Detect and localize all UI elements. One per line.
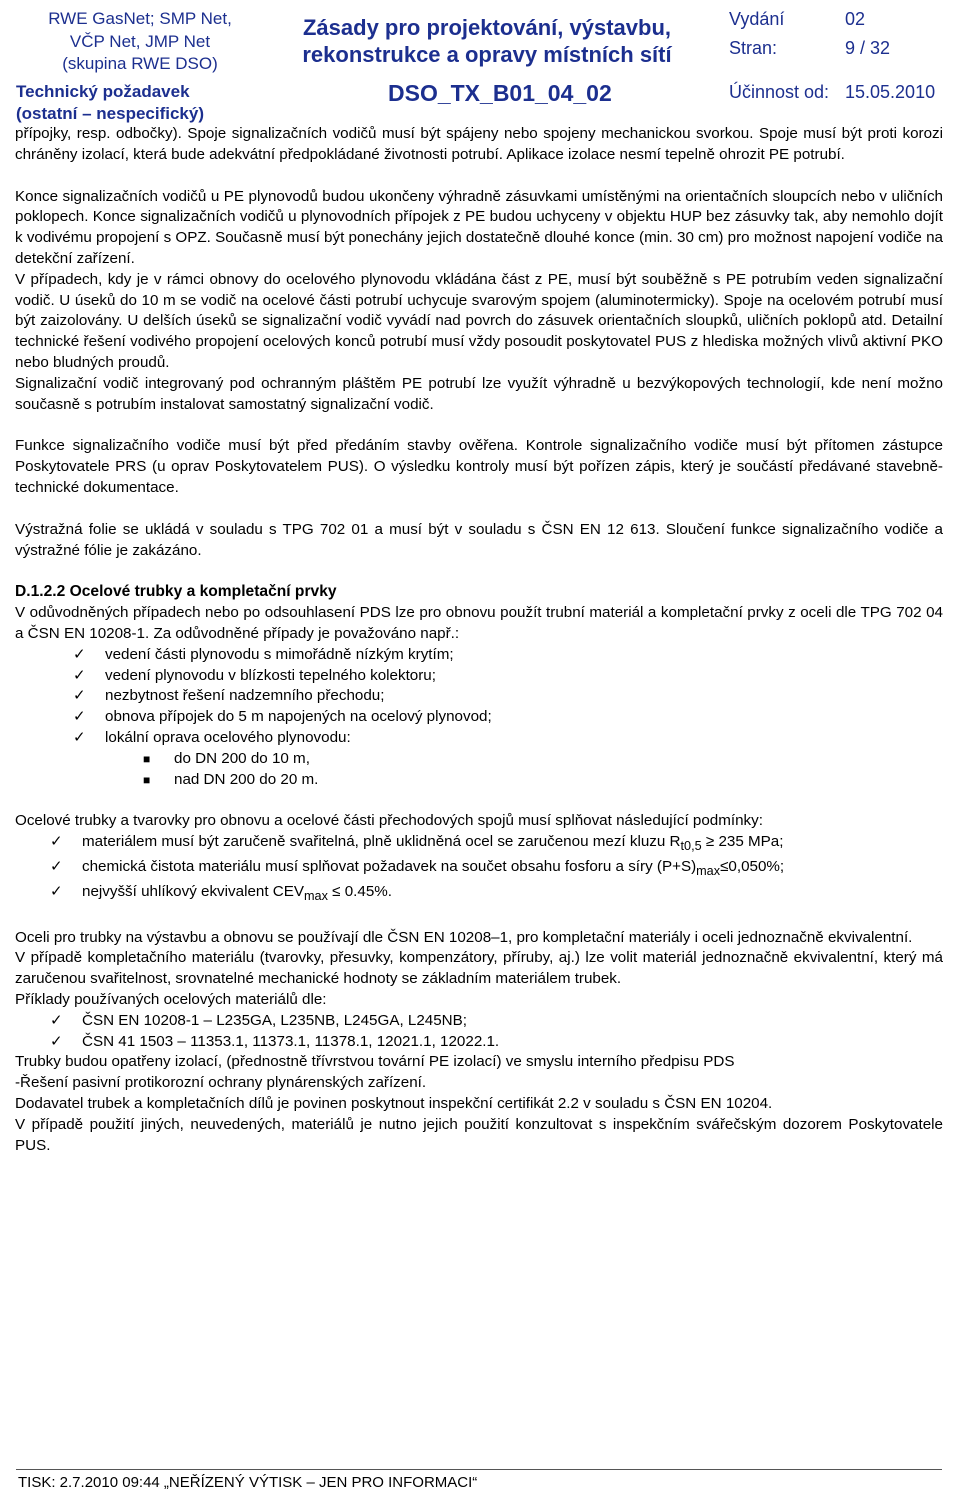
paragraph: V případech, kdy je v rámci obnovy do ocelového plynovodu vkládána část z PE, musí být souběžně s PE potrubím veden signalizační vodič. U úseků do 10 m se vodič na ocelové části potrubí uchycuje svarovým spojem (aluminotermicky). Spoje na ocelovém potrubí musí být zaizolovány. U delších úseků se signalizační vodič vyvádí nad povrch do zásuvek orientačních sloupků, uličních poklopů atd. Detailní technické řešení vodivého propojení ocelových konců potrubí musí vždy posoudit poskytovatel PUS z hlediska možných vlivů aktivní PKO nebo bludných proudů. [15,270,943,371]
list-item: ✓ vedení plynovodu v blízkosti tepelného kolektoru; [15,666,943,687]
paragraph: Funkce signalizačního vodiče musí být před předáním stavby ověřena. Kontrole signalizačního vodiče musí být přítomen zástupce Poskytovatele PRS (u oprav Poskytovatelem PUS). O výsledku kontroly musí být pořízen zápis, který je součástí předávané stavebně-technické dokumentace. [15,437,943,496]
paragraph: V případě použití jiných, neuvedených, materiálů je nutno jejich použití konzultovat s inspekčním svářečským dozorem Poskytovatele PUS. [15,1115,943,1154]
title-line-1: Zásady pro projektování, výstavbu, [302,15,671,40]
document-header [0,0,960,126]
paragraph: přípojky, resp. odbočky). Spoje signalizačních vodičů musí být spájeny nebo spojeny mechanickou svorkou. Spoje musí být proti korozi chráněny izolací, která bude adekvátní předpokládané životnosti potrubí. Aplikace izolace nesmí tepelně ohrozit PE potrubí. [15,125,943,163]
check-icon: ✓ [73,728,86,746]
square-bullet-icon: ■ [143,772,151,787]
list-item: ✓ obnova přípojek do 5 m napojených na ocelový plynovod; [15,707,943,728]
list-item: ✓ materiálem musí být zaručeně svařitelná, plně uklidněná ocel se zaručenou mezí kluzu $R_{t0,5} \ge 235$ MPa; [50,833,784,854]
page-count: 9 / 32 [845,38,891,58]
effective-label: Účinnost od: [729,82,830,102]
tech-requirement-type: (ostatní – nespecifický) [16,104,205,123]
steel-conditions-list [15,832,943,906]
tech-requirement-label: Technický požadavek [16,82,190,101]
paragraph: V případě kompletačního materiálu (tvarovky, přesuvky, kompenzátory, příruby, aj.) lze volit materiál jednoznačně ekvivalentní, který má zaručenou svařitelnost, srovnatelné mechanické hodnoty se základním materiálem trubek. [15,949,943,988]
print-footer: TISK: 2.7.2010 09:44 „NEŘÍZENÝ VÝTISK – JEN PRO INFORMACI“ [18,1474,478,1491]
check-icon: ✓ [50,1011,63,1029]
effective-date: 15.05.2010 [845,82,936,102]
check-icon: ✓ [73,645,86,663]
list-item: ✓ nejvyšší uhlíkový ekvivalent $CEV_{max} \le 0.45\%$. [50,882,393,903]
list-item: ✓ lokální oprava ocelového plynovodu: [15,728,943,749]
list-item: ✓ vedení části plynovodu s mimořádně nízkým krytím; [15,645,943,666]
paragraph: Ocelové trubky a tvarovky pro obnovu a ocelové části přechodových spojů musí splňovat následující podmínky: [15,812,763,830]
check-icon: ✓ [50,857,63,875]
list-item: ✓ ČSN EN 10208-1 – L235GA, L235NB, L245GA, L245NB; [15,1011,943,1032]
paragraph: V odůvodněných případech nebo po odsouhlasení PDS lze pro obnovu použít trubní materiál a kompletační prvky z oceli dle TPG 702 04 a ČSN EN 10208-1. Za odůvodněné případy je považováno např.: [15,604,943,642]
check-icon: ✓ [73,708,86,726]
paragraph: Příklady používaných ocelových materiálů dle: [15,990,327,1008]
paragraph: Trubky budou opatřeny izolací, (přednostně třívrstvou tovární PE izolací) ve smyslu interního předpisu PDS [15,1053,735,1071]
paragraph: Konce signalizačních vodičů u PE plynovodů budou ukončeny výhradně zásuvkami umístěnými na orientačních sloupcích nebo v uličních poklopech. Konce signalizačních vodičů u plynovodních přípojek z PE budou uchyceny v objektu HUP bez zásuvky tak, aby nemohlo dojít k vodivému propojení s OPZ. Současně musí být ponechány jejich dostatečně dlouhé konce (min. 30 cm) pro možnost napojení vodiče na detekční zařízení. [15,187,943,267]
paragraph: Oceli pro trubky na výstavbu a obnovu se používají dle ČSN EN 10208–1, pro kompletační materiály i oceli jednoznačně ekvivalentní. [15,928,913,946]
paragraph: Dodavatel trubek a kompletačních dílů je povinen poskytnout inspekční certifikát 2.2 v souladu s ČSN EN 10204. [15,1094,773,1112]
list-item: ✓ ČSN 41 1503 – 11353.1, 11373.1, 11378.1, 12021.1, 12022.1. [15,1032,943,1053]
check-icon: ✓ [50,882,63,900]
edition-label: Vydání [729,9,785,29]
justified-cases-list [15,645,943,749]
check-icon: ✓ [50,1032,63,1050]
page-label: Stran: [729,38,778,58]
org-line-3: (skupina RWE DSO) [62,54,218,73]
document-body [15,124,943,1156]
paragraph: -Řešení pasivní protikorozní ochrany plynárenských zařízení. [15,1074,427,1092]
edition-value: 02 [845,9,866,29]
check-icon: ✓ [73,666,86,684]
paragraph: Signalizační vodič integrovaný pod ochranným pláštěm PE potrubí lze využít výhradně u bezvýkopových technologií, kde není možno současně s potrubím instalovat samostatný signalizační vodič. [15,374,943,413]
steel-materials-list [15,1011,943,1053]
list-item: ✓ chemická čistota materiálu musí splňovat požadavek na součet obsahu fosforu a síry $(P+S)_{max}\le 0,050\%$; [50,857,785,878]
repair-sublist [15,749,943,791]
paragraph: Výstražná folie se ukládá v souladu s TPG 702 01 a musí být v souladu s ČSN EN 12 613. Sloučení funkce signalizačního vodiče a výstražné fólie je zakázáno. [15,520,943,559]
footer-divider [16,1469,942,1470]
check-icon: ✓ [73,687,86,705]
check-icon: ✓ [50,833,63,851]
list-item: ✓ nezbytnost řešení nadzemního přechodu; [15,686,943,707]
org-line-1: RWE GasNet; SMP Net, [48,9,232,28]
title-line-2: rekonstrukce a opravy místních sítí [302,42,672,67]
document-title [252,14,722,68]
list-item: ■ nad DN 200 do 20 m. [15,770,943,791]
list-item: ■ do DN 200 do 10 m, [15,749,943,770]
document-code: DSO_TX_B01_04_02 [388,80,612,106]
org-line-2: VČP Net, JMP Net [69,32,211,51]
section-heading: D.1.2.2 Ocelové trubky a kompletační prvky [15,583,337,601]
square-bullet-icon: ■ [143,751,151,766]
